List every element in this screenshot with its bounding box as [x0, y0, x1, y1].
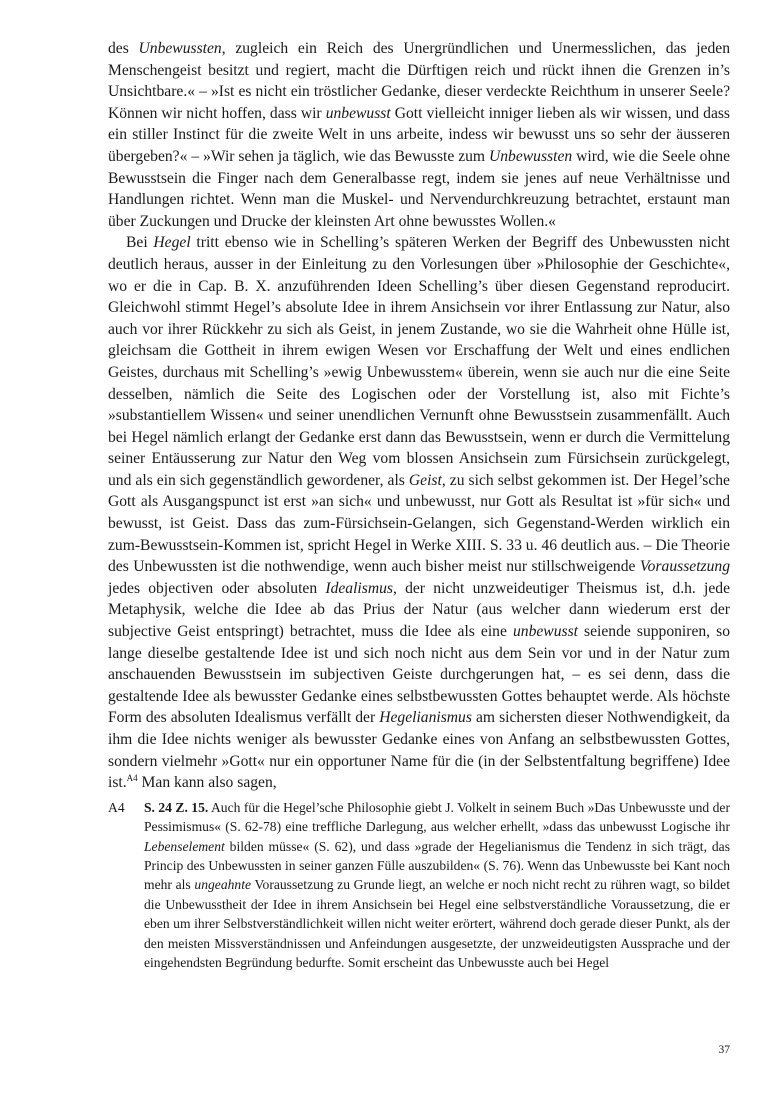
text-run: Gott vielleicht inniger lieben als wir wissen, und dass ein stiller Instinct für die zweite Welt in uns arbeite, indess wir bewusst uns so sehr der äusseren übergeben?« – »Wir sehen ja täglich, wie das Bewusste zum [108, 104, 730, 165]
text-run: , der nicht unzweideutiger Theismus ist, d.h. jede Metaphysik, welche die Idee ab das Prius der Natur (aus welcher dann wiederum erst der subjective Geist entspringt) betrachtet, muss die Idee als eine [108, 579, 730, 641]
emphasis: ungeahnte [194, 877, 252, 893]
text-run: tritt ebenso wie in Schelling’s späteren Werken der Begriff des Unbewussten nicht deutlich heraus, ausser in der Einleitung zu den Vorlesungen über »Philosophie der Geschichte«, wo er die in Cap. B. X. anzuführenden Ideen Schelling’s über diesen Gegenstand reproducirt. Gleichwohl stimmt Hegel’s absolute Idee in ihrem Ansichsein vor ihrer Entlassung zur Natur, also auch vor ihrer Rückkehr zu sich als Geist, in jenem Zustande, wo sie die Wahrheit ohne Hülle ist, gleichsam die Gottheit in ihrem ewigen Wesen vor Erschaffung der Welt und eines endlichen Geistes, durchaus mit Schelling’s »ewig Unbewusstem« überein, wenn sie auch nur die eine Seite desselben, nämlich die Seite des Logischen oder der Vorstellung ist, also mit Fichte’s »substantiellem Wissen« und seiner unendlichen Vernunft ohne Bewusstsein zusammenfällt. Auch bei Hegel nämlich erlangt der Gedanke erst dann das Bewusstsein, wenn er durch die Vermittelung seiner Entäusserung zur Natur den Weg vom blossen Ansichsein zum Fürsichsein zurückgelegt, und als ein sich gegenständlich gewordener, als [108, 234, 730, 489]
footnote-reference[interactable]: A4 [126, 773, 138, 784]
text-run: , zugleich ein Reich des Unergründlichen und Unermesslichen, das jeden Menschengeist besitzt und regiert, macht die Dürftigen reich und rückt ihnen die Grenzen in’s Unsichtbare.« – »Ist es nicht ein tröstlicher Gedanke, dieser verdeckte Reichthum in unserer Seele? Können wir nicht hoffen, dass wir [108, 40, 730, 122]
footnote-source-ref: S. 24 Z. 15. [144, 799, 209, 815]
text-run: , zu sich selbst gekommen ist. Der Hegel’sche Gott als Ausgangspunct ist erst »an sich« und unbewusst, nur Gott als Resultat ist »für sich« und bewusst, ist Geist. Dass das zum-Fürsichsein-Gelangen, sich Gegenstand-Werden wirklich ein zum-Bewusstsein-Kommen ist, spricht Hegel in Werke XIII. S. 33 u. 46 deutlich aus. – Die Theorie des Unbewussten ist die nothwendige, wenn auch bisher meist nur stillschweigende [108, 471, 730, 576]
emphasis: Idealismus [325, 579, 393, 597]
emphasis: Unbewussten [489, 147, 573, 165]
emphasis: Geist [408, 471, 442, 489]
emphasis: Lebenselement [144, 838, 225, 854]
text-run: wird, wie die Seele ohne Bewusstsein die Finger nach dem Generalbasse regt, indem sie jenes auf neue Verhältnisse und Handlungen richtet. Wenn man die Muskel- und Nervendurchkreuzung betrachtet, erstaunt man über Zuckungen und Drucke der kleinsten Art ohne bewusstes Wollen.« [108, 147, 730, 230]
paragraph-1 [108, 38, 730, 232]
text-run: Voraussetzung zu Grunde liegt, an welche er noch nicht recht zu rühren wagt, so bildet die Unbewusstheit der Idee in ihrem Ansichsein bei Hegel eine selbstverständliche Voraussetzung, die er eben um ihrer Selbstverständlichkeit willen nicht weiter erörtert, während doch gerade dieser Punkt, als der den meisten Missverständnissen und Anfeindungen ausgesetzte, der unzweideutigsten Aussprache und der eingehendsten Begründung bedurfte. Somit erscheint das Unbewusste auch bei Hegel [144, 877, 730, 971]
emphasis: Voraussetzung [639, 558, 730, 576]
page-body [108, 38, 730, 972]
emphasis: Hegelianismus [379, 709, 472, 727]
main-text [108, 38, 730, 794]
emphasis: unbewusst [512, 623, 578, 641]
emphasis: Unbewussten [138, 40, 222, 57]
paragraph-2 [108, 232, 730, 793]
text-run: Auch für die Hegel’sche Philosophie giebt J. Volkelt in seinem Buch »Das Unbewusste und der Pessimismus« (S. 62-78) eine treffliche Darlegung, aus welcher erhellt, »dass das unbewusst Logische ihr [144, 799, 730, 835]
footnote [108, 798, 730, 973]
text-run: jedes objectiven oder absoluten [108, 579, 326, 597]
emphasis: Hegel [153, 234, 191, 252]
page-number: 37 [718, 1044, 730, 1056]
text-run: des [108, 40, 139, 57]
text-run: bilden müsse« (S. 62), und dass »grade der Hegelianismus die Tendenz in sich trägt, das Princip des Unbewussten in seiner ganzen Fülle auszubilden« (S. 76). Wenn das Unbewusste bei Kant noch mehr als [144, 838, 730, 893]
text-run: Bei [126, 234, 154, 252]
text-run: am sichersten dieser Nothwendigkeit, da ihm die Idee nichts weniger als bewusster Gedanke eines von Anfang an selbstbewussten Gottes, sondern vielmehr »Gott« nur ein opportuner Name für die (in der Selbstentfaltung begriffene) Idee ist. [108, 709, 730, 792]
text-run: seiende supponiren, so lange dieselbe gestaltende Idee ist und sich noch nicht aus dem Sein vor und in der Natur zum anschauenden Bewusstsein im subjectiven Geiste durchgerungen hat, – es sei denn, dass die gestaltende Idee als bewusster Gedanke eines selbstbewussten Gottes behauptet werde. Als höchste Form des absoluten Idealismus verfällt der [108, 623, 731, 727]
footnote-marker: A4 [108, 799, 125, 815]
text-run: Man kann also sagen, [137, 774, 277, 792]
emphasis: unbewusst [325, 104, 391, 122]
